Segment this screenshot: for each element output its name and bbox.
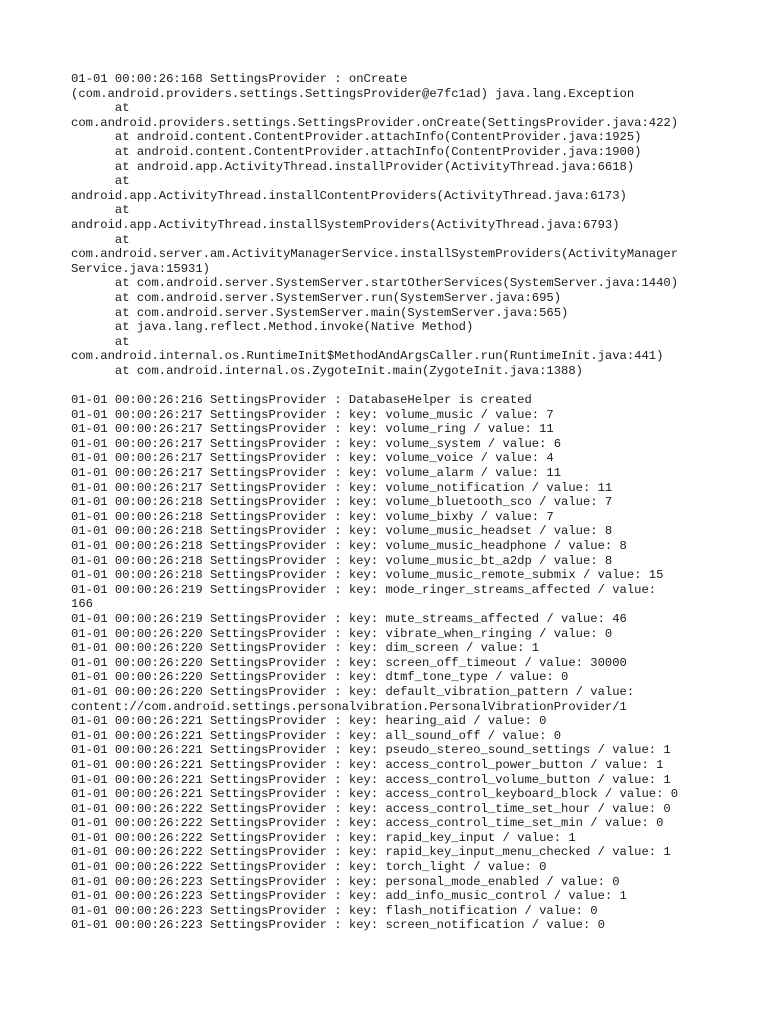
log-line: at <box>71 101 130 116</box>
log-line: at <box>71 203 130 218</box>
log-line: 01-01 00:00:26:220 SettingsProvider : key: vibrate_when_ringing / value: 0 <box>71 626 613 641</box>
log-line: com.android.server.am.ActivityManagerService.installSystemProviders(ActivityManager <box>71 247 679 262</box>
log-line: at android.content.ContentProvider.attachInfo(ContentProvider.java:1900) <box>71 144 642 159</box>
log-line: 01-01 00:00:26:223 SettingsProvider : key: flash_notification / value: 0 <box>71 903 598 918</box>
log-line: 01-01 00:00:26:220 SettingsProvider : key: default_vibration_pattern / value: <box>71 684 635 699</box>
log-line: 01-01 00:00:26:221 SettingsProvider : key: access_control_power_button / value: 1 <box>71 757 664 772</box>
log-line: 01-01 00:00:26:222 SettingsProvider : key: access_control_time_set_hour / value: 0 <box>71 801 671 816</box>
log-line: android.app.ActivityThread.installSystemProviders(ActivityThread.java:6793) <box>71 217 620 232</box>
exception-stack-trace <box>71 72 711 378</box>
log-line: 01-01 00:00:26:221 SettingsProvider : key: all_sound_off / value: 0 <box>71 728 562 743</box>
log-document <box>71 72 711 933</box>
log-line: 01-01 00:00:26:220 SettingsProvider : key: screen_off_timeout / value: 30000 <box>71 655 627 670</box>
settings-key-log <box>71 393 711 933</box>
log-line: 01-01 00:00:26:222 SettingsProvider : key: rapid_key_input_menu_checked / value: 1 <box>71 845 671 860</box>
log-line: 01-01 00:00:26:223 SettingsProvider : key: personal_mode_enabled / value: 0 <box>71 874 620 889</box>
log-line: 01-01 00:00:26:222 SettingsProvider : key: rapid_key_input / value: 1 <box>71 830 576 845</box>
log-line: (com.android.providers.settings.SettingsProvider@e7fc1ad) java.lang.Exception <box>71 86 635 101</box>
log-line: com.android.internal.os.RuntimeInit$MethodAndArgsCaller.run(RuntimeInit.java:441) <box>71 349 664 364</box>
log-line: 01-01 00:00:26:221 SettingsProvider : key: pseudo_stereo_sound_settings / value: 1 <box>71 743 671 758</box>
log-line: at java.lang.reflect.Method.invoke(Native Method) <box>71 320 474 335</box>
log-line: Service.java:15931) <box>71 261 210 276</box>
log-line: at com.android.server.SystemServer.run(SystemServer.java:695) <box>71 290 562 305</box>
log-line: 01-01 00:00:26:217 SettingsProvider : key: volume_music / value: 7 <box>71 407 554 422</box>
log-line: 01-01 00:00:26:218 SettingsProvider : key: volume_music_headphone / value: 8 <box>71 539 627 553</box>
log-line: 01-01 00:00:26:221 SettingsProvider : key: access_control_volume_button / value: 1 <box>71 772 671 787</box>
log-line: 01-01 00:00:26:222 SettingsProvider : key: torch_light / value: 0 <box>71 860 547 875</box>
log-line: content://com.android.settings.personalvibration.PersonalVibrationProvider/1 <box>71 699 627 714</box>
log-line: at <box>71 334 130 349</box>
log-line: 01-01 00:00:26:219 SettingsProvider : key: mute_streams_affected / value: 46 <box>71 611 627 626</box>
log-line: 01-01 00:00:26:223 SettingsProvider : key: add_info_music_control / value: 1 <box>71 889 627 904</box>
log-line: 01-01 00:00:26:219 SettingsProvider : key: mode_ringer_streams_affected / value: <box>71 582 657 597</box>
log-line: 01-01 00:00:26:220 SettingsProvider : key: dtmf_tone_type / value: 0 <box>71 670 569 685</box>
log-line: 01-01 00:00:26:222 SettingsProvider : key: access_control_time_set_min / value: 0 <box>71 816 664 831</box>
log-line: at <box>71 174 130 189</box>
log-line: at <box>71 232 130 247</box>
log-line: 01-01 00:00:26:217 SettingsProvider : key: volume_notification / value: 11 <box>71 480 613 495</box>
log-line: at com.android.server.SystemServer.main(SystemServer.java:565) <box>71 305 569 320</box>
log-line: 01-01 00:00:26:217 SettingsProvider : key: volume_system / value: 6 <box>71 436 562 451</box>
log-line: 01-01 00:00:26:217 SettingsProvider : key: volume_voice / value: 4 <box>71 451 554 466</box>
log-line: at com.android.internal.os.ZygoteInit.main(ZygoteInit.java:1388) <box>71 363 583 378</box>
log-line: com.android.providers.settings.SettingsProvider.onCreate(SettingsProvider.java:422) <box>71 115 679 130</box>
log-line: 01-01 00:00:26:168 SettingsProvider : onCreate <box>71 72 408 86</box>
log-line: 01-01 00:00:26:218 SettingsProvider : key: volume_bixby / value: 7 <box>71 509 554 524</box>
log-line: 01-01 00:00:26:218 SettingsProvider : key: volume_music_headset / value: 8 <box>71 524 613 539</box>
log-line: 01-01 00:00:26:218 SettingsProvider : key: volume_music_remote_submix / value: 15 <box>71 568 664 583</box>
log-line: at android.content.ContentProvider.attachInfo(ContentProvider.java:1925) <box>71 130 642 145</box>
log-line: 166 <box>71 597 93 612</box>
log-line: 01-01 00:00:26:217 SettingsProvider : key: volume_ring / value: 11 <box>71 422 554 437</box>
log-line: android.app.ActivityThread.installContentProviders(ActivityThread.java:6173) <box>71 188 627 203</box>
log-line: 01-01 00:00:26:218 SettingsProvider : key: volume_bluetooth_sco / value: 7 <box>71 495 613 510</box>
log-line: 01-01 00:00:26:221 SettingsProvider : key: hearing_aid / value: 0 <box>71 714 547 729</box>
log-line: at android.app.ActivityThread.installProvider(ActivityThread.java:6618) <box>71 159 635 174</box>
log-line: 01-01 00:00:26:218 SettingsProvider : key: volume_music_bt_a2dp / value: 8 <box>71 553 613 568</box>
log-line: at com.android.server.SystemServer.startOtherServices(SystemServer.java:1440) <box>71 276 679 291</box>
log-line: 01-01 00:00:26:221 SettingsProvider : key: access_control_keyboard_block / value: 0 <box>71 787 679 802</box>
log-line: 01-01 00:00:26:220 SettingsProvider : key: dim_screen / value: 1 <box>71 641 540 656</box>
log-line: 01-01 00:00:26:217 SettingsProvider : key: volume_alarm / value: 11 <box>71 466 562 481</box>
section-gap <box>71 378 711 393</box>
log-line: 01-01 00:00:26:223 SettingsProvider : key: screen_notification / value: 0 <box>71 918 605 933</box>
log-line: 01-01 00:00:26:216 SettingsProvider : DatabaseHelper is created <box>71 393 532 408</box>
